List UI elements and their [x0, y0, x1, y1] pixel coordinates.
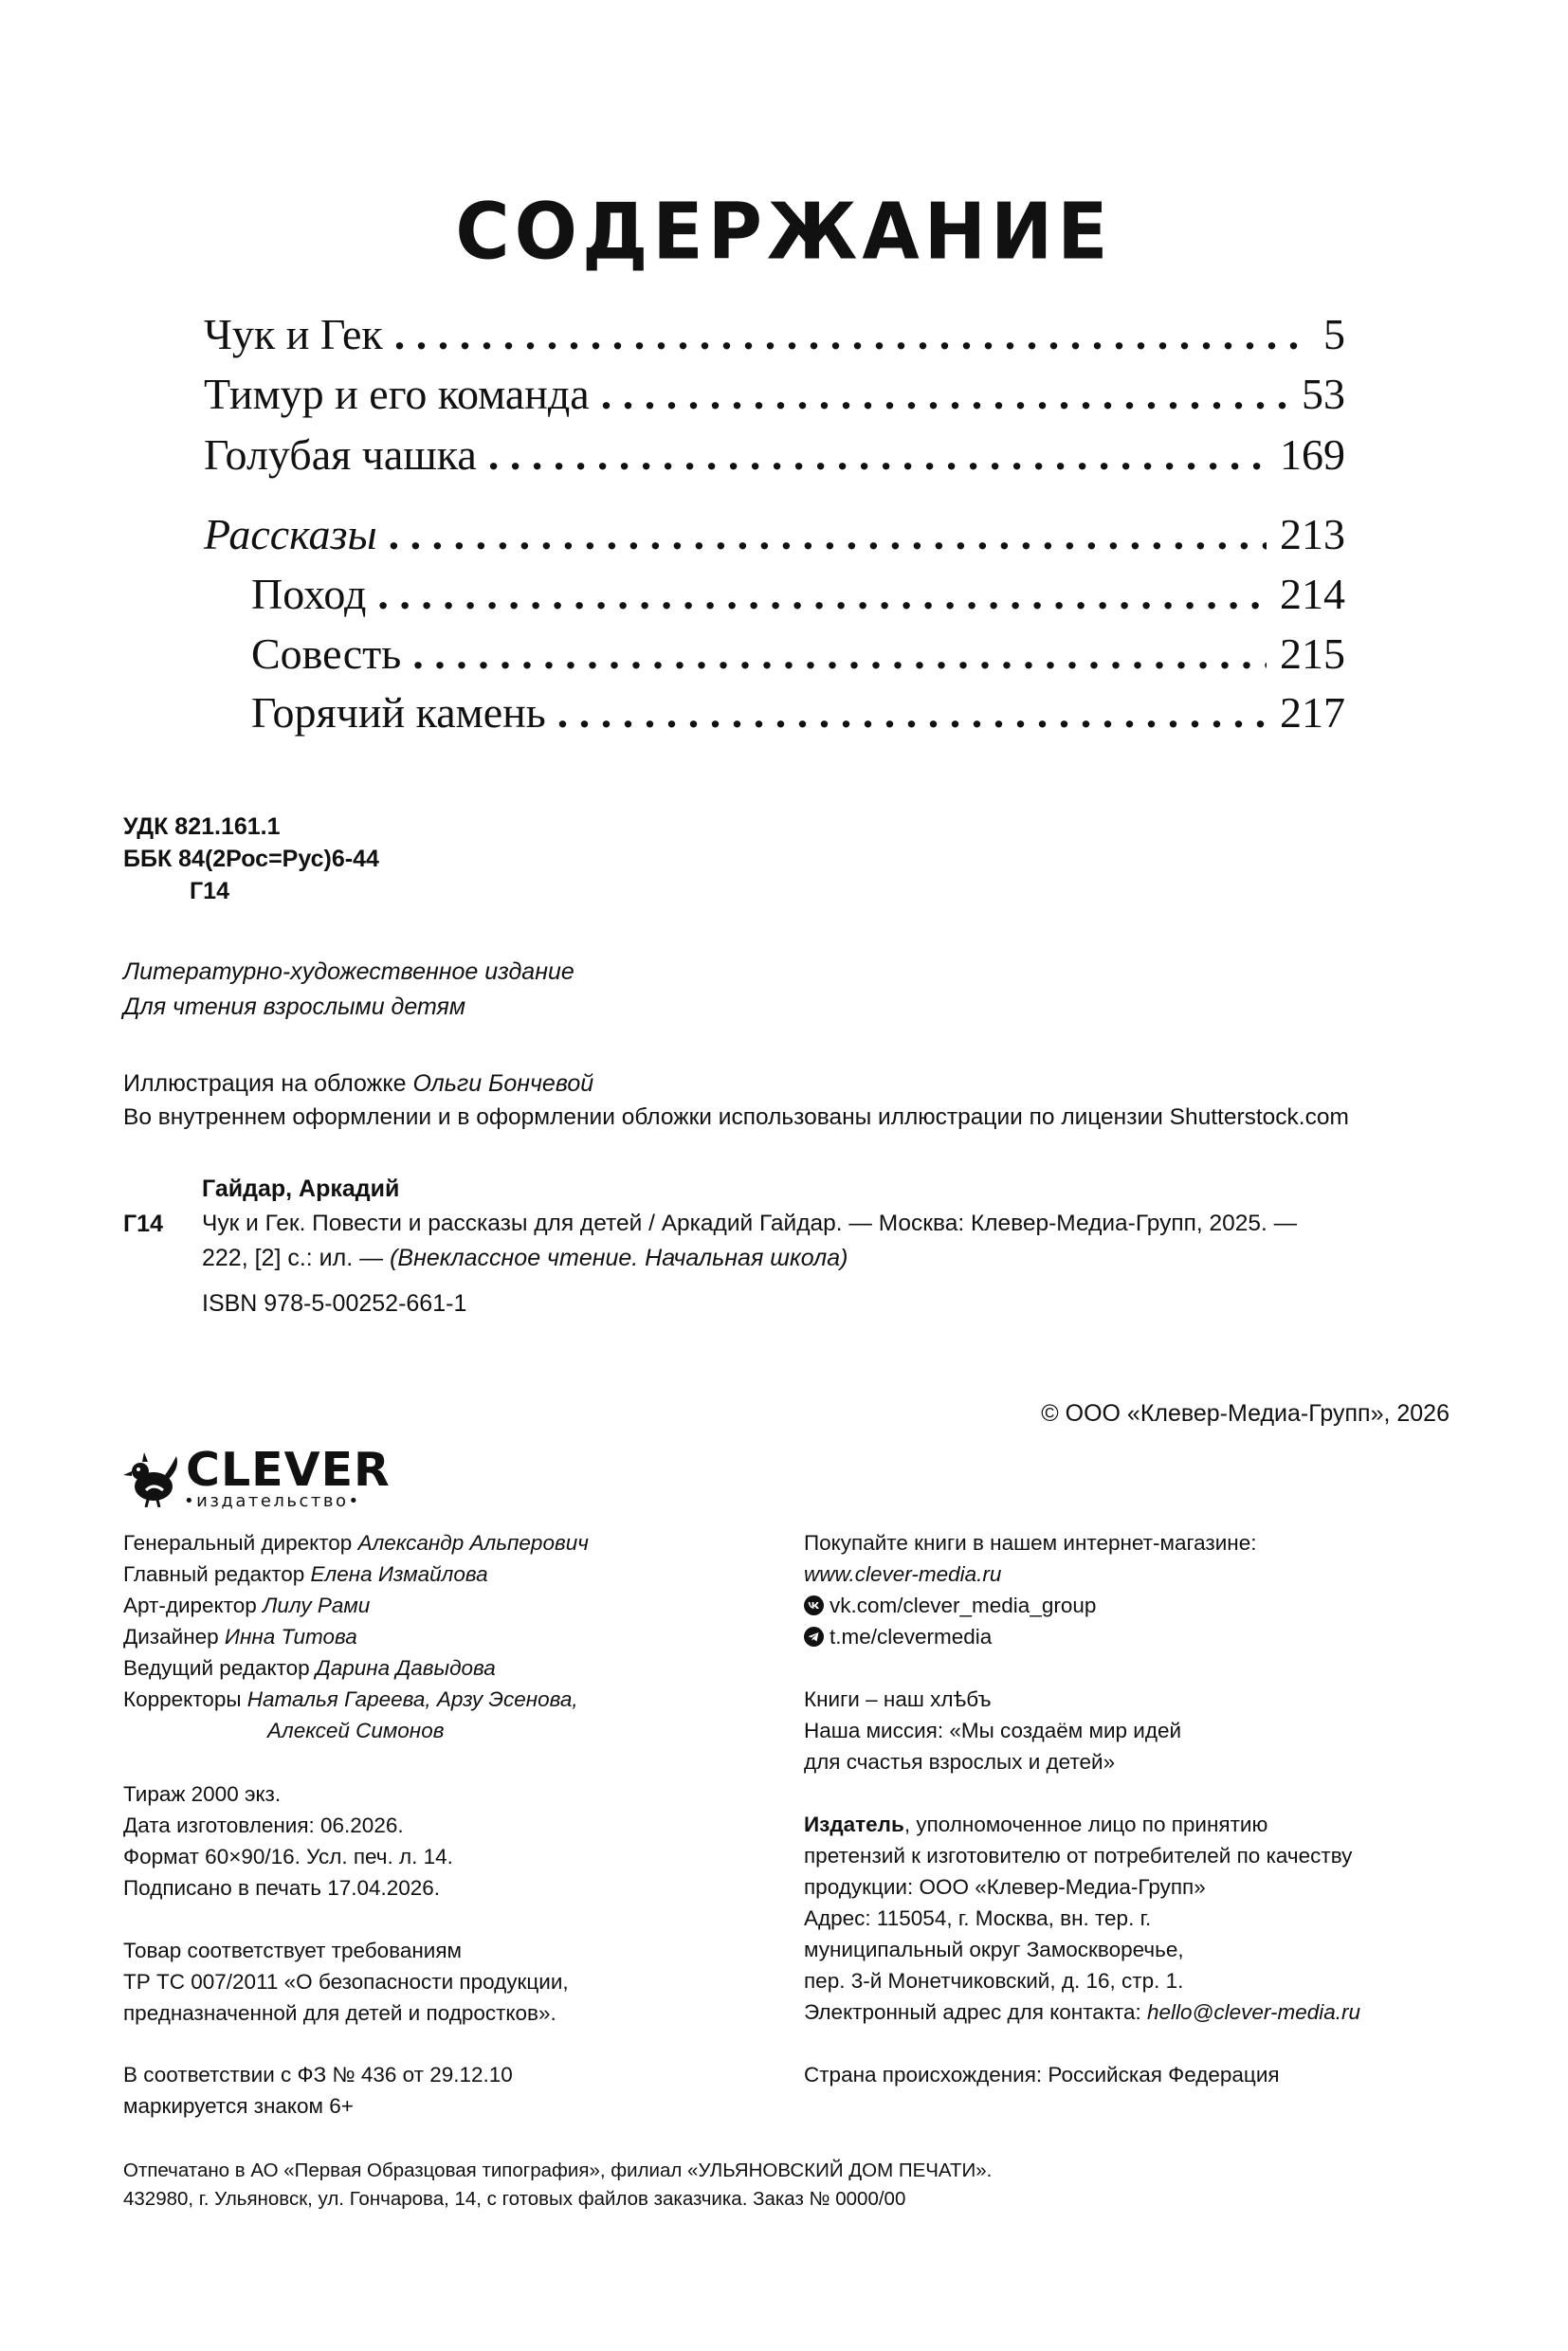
biblio-pages-text: 222, [2] с.: ил. — [202, 1245, 391, 1271]
staff-line [123, 1715, 711, 1746]
compliance-line: Товар соответствует требованиям [123, 1939, 463, 1962]
logo-wordmark: CLEVER [186, 1443, 391, 1497]
print-info-line: Формат 60×90/16. Усл. печ. л. 14. [123, 1845, 453, 1868]
staff-line [123, 1652, 711, 1684]
udk-code: УДК 821.161.1 [123, 813, 281, 840]
toc-leader [389, 505, 1267, 564]
slogan-block [804, 1684, 1181, 1777]
print-info-line: Дата изготовления: 06.2026. [123, 1813, 404, 1837]
toc-entry-page: 215 [1280, 629, 1345, 678]
copyright-notice: © ООО «Клевер-Медиа-Групп», 2026 [1041, 1400, 1449, 1427]
staff-name: Инна Титова [224, 1625, 357, 1649]
toc-entry[interactable] [204, 365, 1345, 424]
toc-entry[interactable] [251, 565, 1345, 624]
toc-entry-page: 217 [1280, 688, 1345, 737]
biblio-series: (Внеклассное чтение. Начальная школа) [390, 1245, 848, 1271]
vk-link[interactable] [804, 1590, 1468, 1621]
toc-leader [557, 683, 1267, 742]
age-rating-line: маркируется знаком 6+ [123, 2094, 354, 2118]
printer-line: Отпечатано в АО «Первая Образцовая типография», филиал «УЛЬЯНОВСКИЙ ДОМ ПЕЧАТИ». [123, 2160, 993, 2181]
publisher-label: Издатель [804, 1813, 904, 1836]
shop-intro: Покупайте книги в нашем интернет-магазине: [804, 1531, 1257, 1555]
print-info-line: Тираж 2000 экз. [123, 1782, 282, 1806]
toc-entry-page: 214 [1280, 570, 1345, 618]
country-of-origin: Страна происхождения: Российская Федерация [804, 2063, 1280, 2087]
age-rating-note [123, 2059, 513, 2122]
publisher-line: претензий к изготовителю от потребителей по качеству [804, 1844, 1353, 1868]
edition-type: Литературно-художественное издание [123, 958, 574, 985]
toc-entry[interactable] [204, 305, 1345, 364]
toc-entry[interactable] [204, 505, 1345, 564]
toc-entry-title: Тимур и его команда [204, 370, 590, 418]
license-note: Во внутреннем оформлении и в оформлении обложки использованы иллюстрации по лицензии Shutterstock.com [123, 1104, 1349, 1130]
email-label: Электронный адрес для контакта: [804, 2000, 1147, 2024]
toc-entry[interactable] [204, 426, 1345, 484]
compliance-note [123, 1935, 569, 2029]
compliance-line: ТР ТС 007/2011 «О безопасности продукции, [123, 1970, 569, 1994]
publisher-line: муниципальный округ Замоскворечье, [804, 1938, 1184, 1961]
vk-icon [804, 1595, 824, 1615]
telegram-link[interactable] [804, 1621, 1468, 1652]
toc-entry[interactable] [251, 683, 1345, 742]
telegram-icon [804, 1627, 824, 1647]
shop-website-link[interactable]: www.clever-media.ru [804, 1562, 1002, 1586]
author-sign: Г14 [190, 878, 229, 904]
biblio-description: Чук и Гек. Повести и рассказы для детей / Аркадий Гайдар. — Москва: Клевер-Медиа-Групп, 2025. — [202, 1211, 1298, 1236]
toc-entry-page: 169 [1280, 430, 1345, 479]
staff-name: Наталья Гареева, Арзу Эсенова, [246, 1687, 578, 1711]
shop-block [804, 1527, 1468, 1652]
publisher-line [804, 1996, 1486, 2028]
toc-entry-title: Горячий камень [251, 688, 546, 737]
toc-leader [394, 305, 1310, 364]
telegram-link-text: t.me/clevermedia [830, 1625, 993, 1649]
publisher-line: продукции: ООО «Клевер-Медиа-Групп» [804, 1875, 1206, 1899]
vk-link-text: vk.com/clever_media_group [830, 1594, 1097, 1617]
staff-role: Генеральный директор [123, 1531, 358, 1555]
slogan-line: Наша миссия: «Мы создаём мир идей [804, 1719, 1182, 1742]
staff-name: Елена Измайлова [310, 1562, 488, 1586]
staff-name: Дарина Давыдова [315, 1656, 496, 1680]
cover-credit-label: Иллюстрация на обложке [123, 1070, 413, 1097]
toc-entry-title: Рассказы [204, 510, 377, 558]
toc-entry-page: 5 [1323, 310, 1345, 358]
staff-role: Дизайнер [123, 1625, 225, 1649]
toc-leader [601, 365, 1288, 424]
staff-name: Александр Альперович [357, 1531, 589, 1555]
edition-audience: Для чтения взрослыми детям [123, 993, 466, 1020]
biblio-pages [202, 1242, 848, 1274]
publisher-logo [121, 1443, 425, 1511]
cover-artist: Ольги Бончевой [412, 1070, 594, 1097]
printer-line: 432980, г. Ульяновск, ул. Гончарова, 14, с готовых файлов заказчика. Заказ № 0000/00 [123, 2188, 906, 2210]
toc-entry[interactable] [251, 625, 1345, 683]
publisher-line: Адрес: 115054, г. Москва, вн. тер. г. [804, 1906, 1152, 1930]
toc-leader [377, 565, 1267, 624]
publisher-line: пер. 3-й Монетчиковский, д. 16, стр. 1. [804, 1969, 1184, 1993]
bird-icon [121, 1450, 184, 1507]
toc-title: СОДЕРЖАНИЕ [455, 187, 1113, 278]
toc-entry-title: Поход [251, 570, 367, 618]
staff-role: Арт-директор [123, 1594, 263, 1617]
biblio-author: Гайдар, Аркадий [202, 1176, 400, 1202]
isbn: ISBN 978-5-00252-661-1 [202, 1290, 467, 1317]
compliance-line: предназначенной для детей и подростков». [123, 2001, 556, 2025]
staff-line [123, 1621, 711, 1652]
toc-entry-title: Совесть [251, 629, 402, 678]
slogan-line: Книги – наш хлѣбъ [804, 1687, 992, 1711]
staff-role: Ведущий редактор [123, 1656, 316, 1680]
staff-list [123, 1527, 711, 1746]
printer-info [123, 2157, 992, 2214]
print-info-line: Подписано в печать 17.04.2026. [123, 1876, 441, 1900]
publisher-block [804, 1809, 1486, 2028]
toc-entry-title: Чук и Гек [204, 310, 383, 358]
age-rating-line: В соответствии с ФЗ № 436 от 29.12.10 [123, 2063, 513, 2087]
publisher-line [804, 1809, 1486, 1840]
staff-name: Алексей Симонов [267, 1719, 445, 1742]
toc-entry-page: 53 [1302, 370, 1345, 418]
publisher-text: , уполномоченное лицо по принятию [903, 1813, 1268, 1836]
print-info [123, 1778, 453, 1904]
staff-role: Главный редактор [123, 1562, 311, 1586]
biblio-code: Г14 [123, 1211, 163, 1237]
email-link[interactable]: hello@clever-media.ru [1146, 2000, 1360, 2024]
toc-entry-title: Голубая чашка [204, 430, 477, 479]
staff-line [123, 1558, 711, 1590]
bbk-code: ББК 84(2Рос=Рус)6-44 [123, 846, 379, 872]
slogan-line: для счастья взрослых и детей» [804, 1750, 1116, 1774]
toc-leader [488, 426, 1267, 484]
toc-entry-page: 213 [1280, 510, 1345, 558]
staff-name: Лилу Рами [262, 1594, 371, 1617]
staff-role: Корректоры [123, 1687, 247, 1711]
staff-line [123, 1527, 711, 1558]
cover-credit [123, 1067, 593, 1100]
staff-line [123, 1590, 711, 1621]
logo-subtitle: •издательство• [184, 1491, 361, 1511]
toc-leader [412, 625, 1267, 683]
staff-line [123, 1684, 711, 1715]
